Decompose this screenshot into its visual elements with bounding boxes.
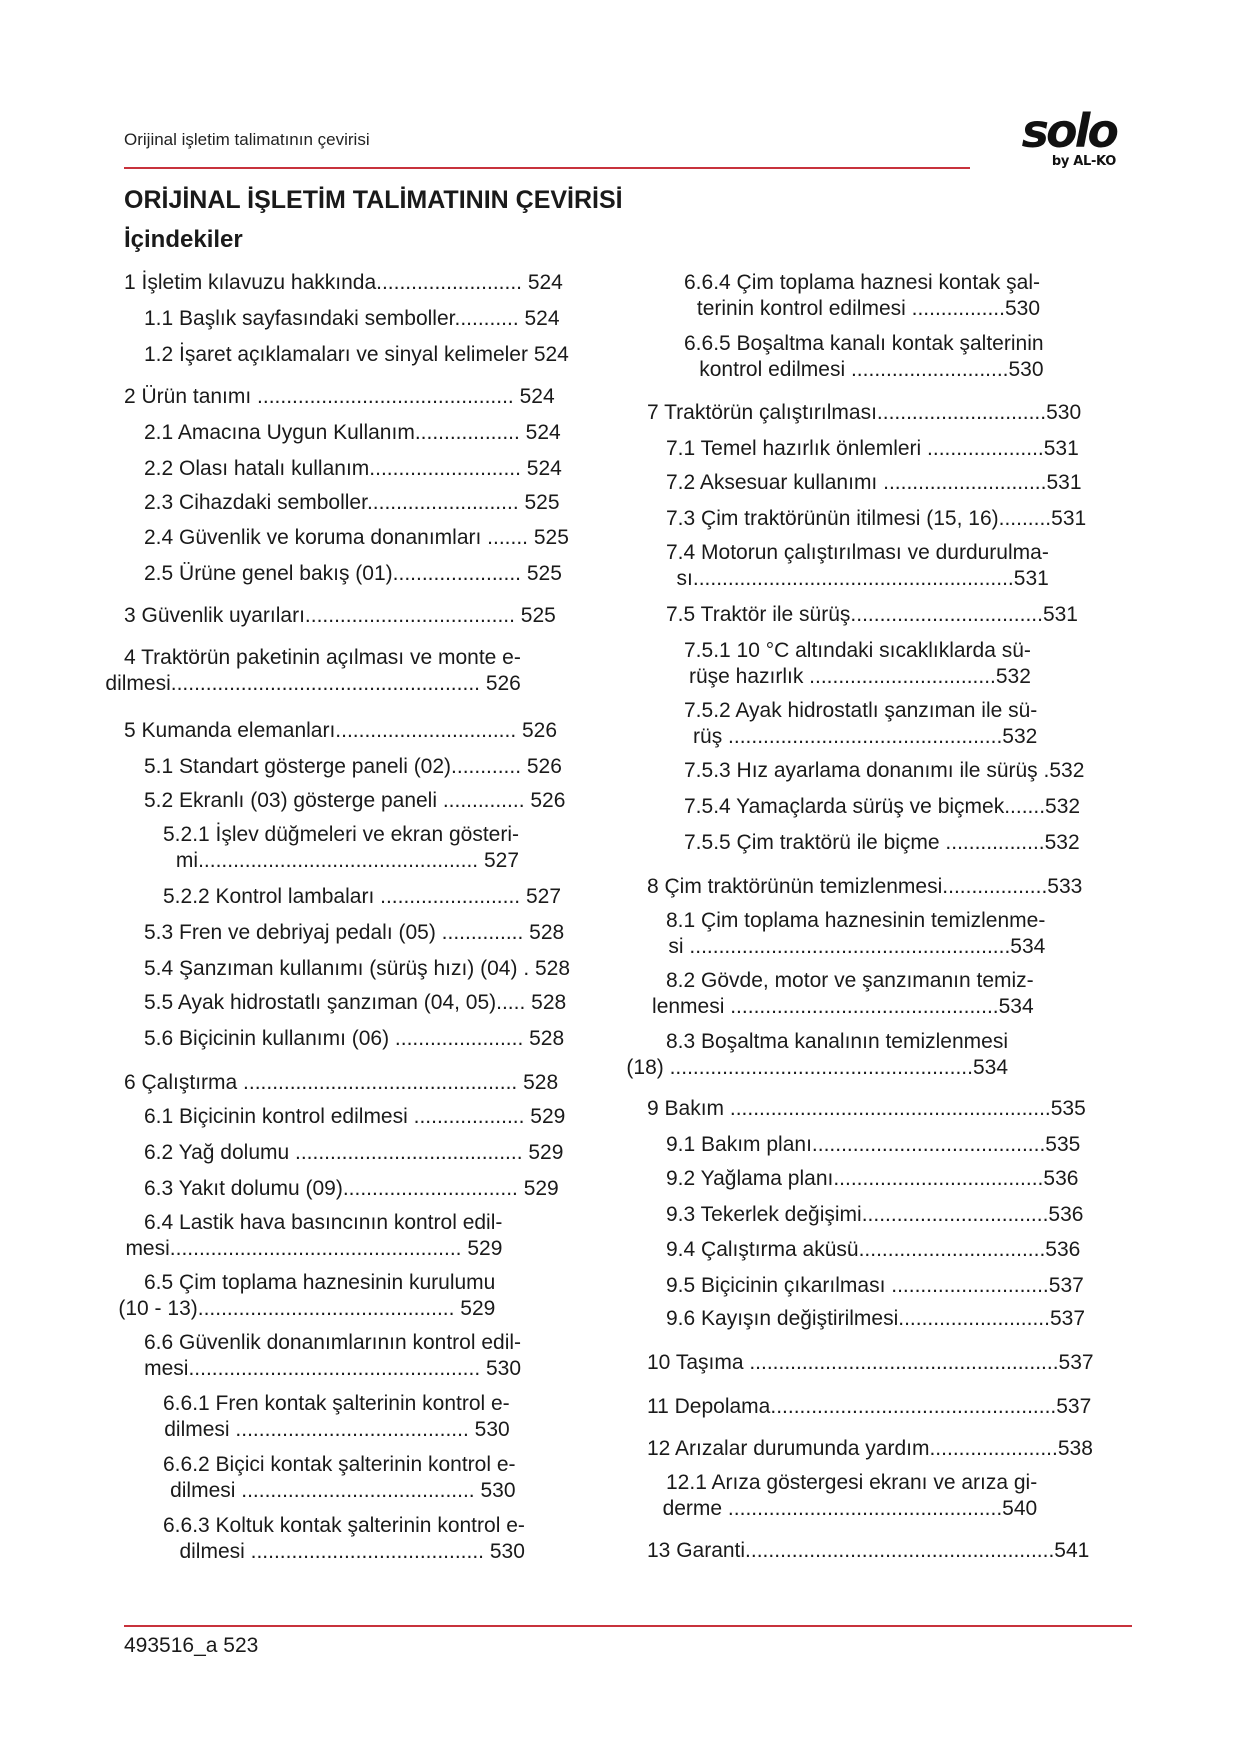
toc-entry[interactable]: 5.3 Fren ve debriyaj pedalı (05) .............. 528 <box>144 921 565 944</box>
toc-entry[interactable]: 9.1 Bakım planı........................................535 <box>666 1133 1081 1156</box>
toc-heading: İçindekiler <box>124 226 243 253</box>
toc-entry[interactable]: 6.2 Yağ dolumu ....................................... 529 <box>144 1141 564 1164</box>
running-header: Orijinal işletim talimatının çevirisi <box>124 130 370 149</box>
toc-entry[interactable]: 7.2 Aksesuar kullanımı ............................531 <box>666 471 1082 494</box>
toc-entry[interactable]: 8.1 Çim toplama haznesinin temizlenme- si .......................................................534 <box>666 909 1046 958</box>
toc-entry[interactable]: 2.2 Olası hatalı kullanım.......................... 524 <box>144 457 562 480</box>
toc-entry[interactable]: 7.5 Traktör ile sürüş.................................531 <box>666 603 1078 626</box>
toc-entry[interactable]: 4 Traktörün paketinin açılması ve monte e- dilmesi..................................................... 526 <box>105 646 521 695</box>
toc-entry[interactable]: 7 Traktörün çalıştırılması.............................530 <box>647 401 1082 424</box>
toc-entry[interactable]: 2 Ürün tanımı ............................................ 524 <box>124 385 555 408</box>
toc-entry[interactable]: 9.6 Kayışın değiştirilmesi..........................537 <box>666 1307 1085 1330</box>
toc-entry[interactable]: 6.6.5 Boşaltma kanalı kontak şalterinin kontrol edilmesi ...........................530 <box>684 332 1044 381</box>
toc-entry[interactable]: 10 Taşıma .....................................................537 <box>647 1351 1094 1374</box>
toc-entry[interactable]: 9.2 Yağlama planı....................................536 <box>666 1167 1079 1190</box>
toc-entry[interactable]: 7.5.5 Çim traktörü ile biçme .................532 <box>684 831 1080 854</box>
toc-entry[interactable]: 2.1 Amacına Uygun Kullanım.................. 524 <box>144 421 561 444</box>
toc-entry[interactable]: 6.5 Çim toplama haznesinin kurulumu (10 - 13)............................................ 529 <box>118 1271 496 1320</box>
toc-entry[interactable]: 5.1 Standart gösterge paneli (02)............ 526 <box>144 755 562 778</box>
toc-entry[interactable]: 8.2 Gövde, motor ve şanzımanın temiz- lenmesi ..............................................534 <box>652 969 1034 1018</box>
toc-entry[interactable]: 12.1 Arıza göstergesi ekranı ve arıza gi- derme ...............................................540 <box>662 1471 1038 1520</box>
toc-entry[interactable]: 8.3 Boşaltma kanalının temizlenmesi (18) ....................................................534 <box>626 1030 1008 1079</box>
toc-entry[interactable]: 5.4 Şanzıman kullanımı (sürüş hızı) (04) . 528 <box>144 957 571 980</box>
logo-wordmark: solo <box>1021 104 1116 158</box>
document-title: ORİJİNAL İŞLETİM TALİMATININ ÇEVİRİSİ <box>124 186 623 214</box>
toc-entry[interactable]: 9.3 Tekerlek değişimi................................536 <box>666 1203 1084 1226</box>
toc-entry[interactable]: 5.2.1 İşlev düğmeleri ve ekran gösteri- mi................................................ 527 <box>163 823 520 872</box>
toc-entry[interactable]: 6.6.2 Biçici kontak şalterinin kontrol e- dilmesi ........................................ 530 <box>163 1453 516 1502</box>
footer-rule <box>124 1625 1132 1627</box>
toc-entry[interactable]: 1.1 Başlık sayfasındaki semboller........... 524 <box>144 307 560 330</box>
toc-entry[interactable]: 6.3 Yakıt dolumu (09).............................. 529 <box>144 1177 559 1200</box>
toc-entry[interactable]: 5.2.2 Kontrol lambaları ........................ 527 <box>163 885 562 908</box>
toc-entry[interactable]: 7.5.1 10 °C altındaki sıcaklıklarda sü- rüşe hazırlık ................................532 <box>684 639 1031 688</box>
toc-entry[interactable]: 13 Garanti.....................................................541 <box>647 1539 1090 1562</box>
toc-entry[interactable]: 7.3 Çim traktörünün itilmesi (15, 16).........531 <box>666 507 1087 530</box>
toc-entry[interactable]: 9.5 Biçicinin çıkarılması ...........................537 <box>666 1274 1084 1297</box>
toc-entry[interactable]: 3 Güvenlik uyarıları.................................... 525 <box>124 604 556 627</box>
toc-entry[interactable]: 6.4 Lastik hava basıncının kontrol edil- mesi.................................................. 529 <box>125 1211 503 1260</box>
toc-entry[interactable]: 7.5.3 Hız ayarlama donanımı ile sürüş .532 <box>684 759 1085 782</box>
toc-entry[interactable]: 5.2 Ekranlı (03) gösterge paneli .............. 526 <box>144 789 566 812</box>
toc-entry[interactable]: 6.6.4 Çim toplama haznesi kontak şal- terinin kontrol edilmesi ................530 <box>684 271 1041 320</box>
toc-entry[interactable]: 1.2 İşaret açıklamaları ve sinyal kelimeler 524 <box>144 343 569 366</box>
toc-entry[interactable]: 6 Çalıştırma ............................................... 528 <box>124 1071 559 1094</box>
toc-entry[interactable]: 2.4 Güvenlik ve koruma donanımları ....... 525 <box>144 526 569 549</box>
toc-entry[interactable]: 7.4 Motorun çalıştırılması ve durdurulma- sı.......................................................531 <box>666 541 1049 590</box>
toc-entry[interactable]: 9 Bakım .......................................................535 <box>647 1097 1086 1120</box>
toc-entry[interactable]: 7.5.2 Ayak hidrostatlı şanzıman ile sü- rüş ...............................................532 <box>684 699 1038 748</box>
toc-entry[interactable]: 7.5.4 Yamaçlarda sürüş ve biçmek.......532 <box>684 795 1081 818</box>
toc-entry[interactable]: 12 Arızalar durumunda yardım......................538 <box>647 1437 1093 1460</box>
page-footer: 493516_a 523 <box>124 1634 259 1657</box>
toc-entry[interactable]: 7.1 Temel hazırlık önlemleri ....................531 <box>666 437 1079 460</box>
toc-entry[interactable]: 6.6 Güvenlik donanımlarının kontrol edil- mesi.................................................. 530 <box>144 1331 522 1380</box>
toc-entry[interactable]: 1 İşletim kılavuzu hakkında......................... 524 <box>124 271 563 294</box>
toc-entry[interactable]: 9.4 Çalıştırma aküsü................................536 <box>666 1238 1081 1261</box>
toc-entry[interactable]: 6.6.1 Fren kontak şalterinin kontrol e- dilmesi ........................................ 530 <box>163 1392 510 1441</box>
toc-entry[interactable]: 5.6 Biçicinin kullanımı (06) ...................... 528 <box>144 1027 565 1050</box>
toc-entry[interactable]: 8 Çim traktörünün temizlenmesi..................533 <box>647 875 1083 898</box>
toc-entry[interactable]: 6.1 Biçicinin kontrol edilmesi ................... 529 <box>144 1105 566 1128</box>
toc-entry[interactable]: 2.3 Cihazdaki semboller.......................... 525 <box>144 491 560 514</box>
logo-subtitle: by AL-KO <box>1051 154 1116 169</box>
toc-entry[interactable]: 6.6.3 Koltuk kontak şalterinin kontrol e- dilmesi ........................................ 530 <box>163 1514 525 1563</box>
toc-entry[interactable]: 5 Kumanda elemanları............................... 526 <box>124 719 558 742</box>
toc-entry[interactable]: 11 Depolama.................................................537 <box>647 1395 1092 1418</box>
toc-entry[interactable]: 2.5 Ürüne genel bakış (01)...................... 525 <box>144 562 562 585</box>
toc-entry[interactable]: 5.5 Ayak hidrostatlı şanzıman (04, 05)..... 528 <box>144 991 567 1014</box>
